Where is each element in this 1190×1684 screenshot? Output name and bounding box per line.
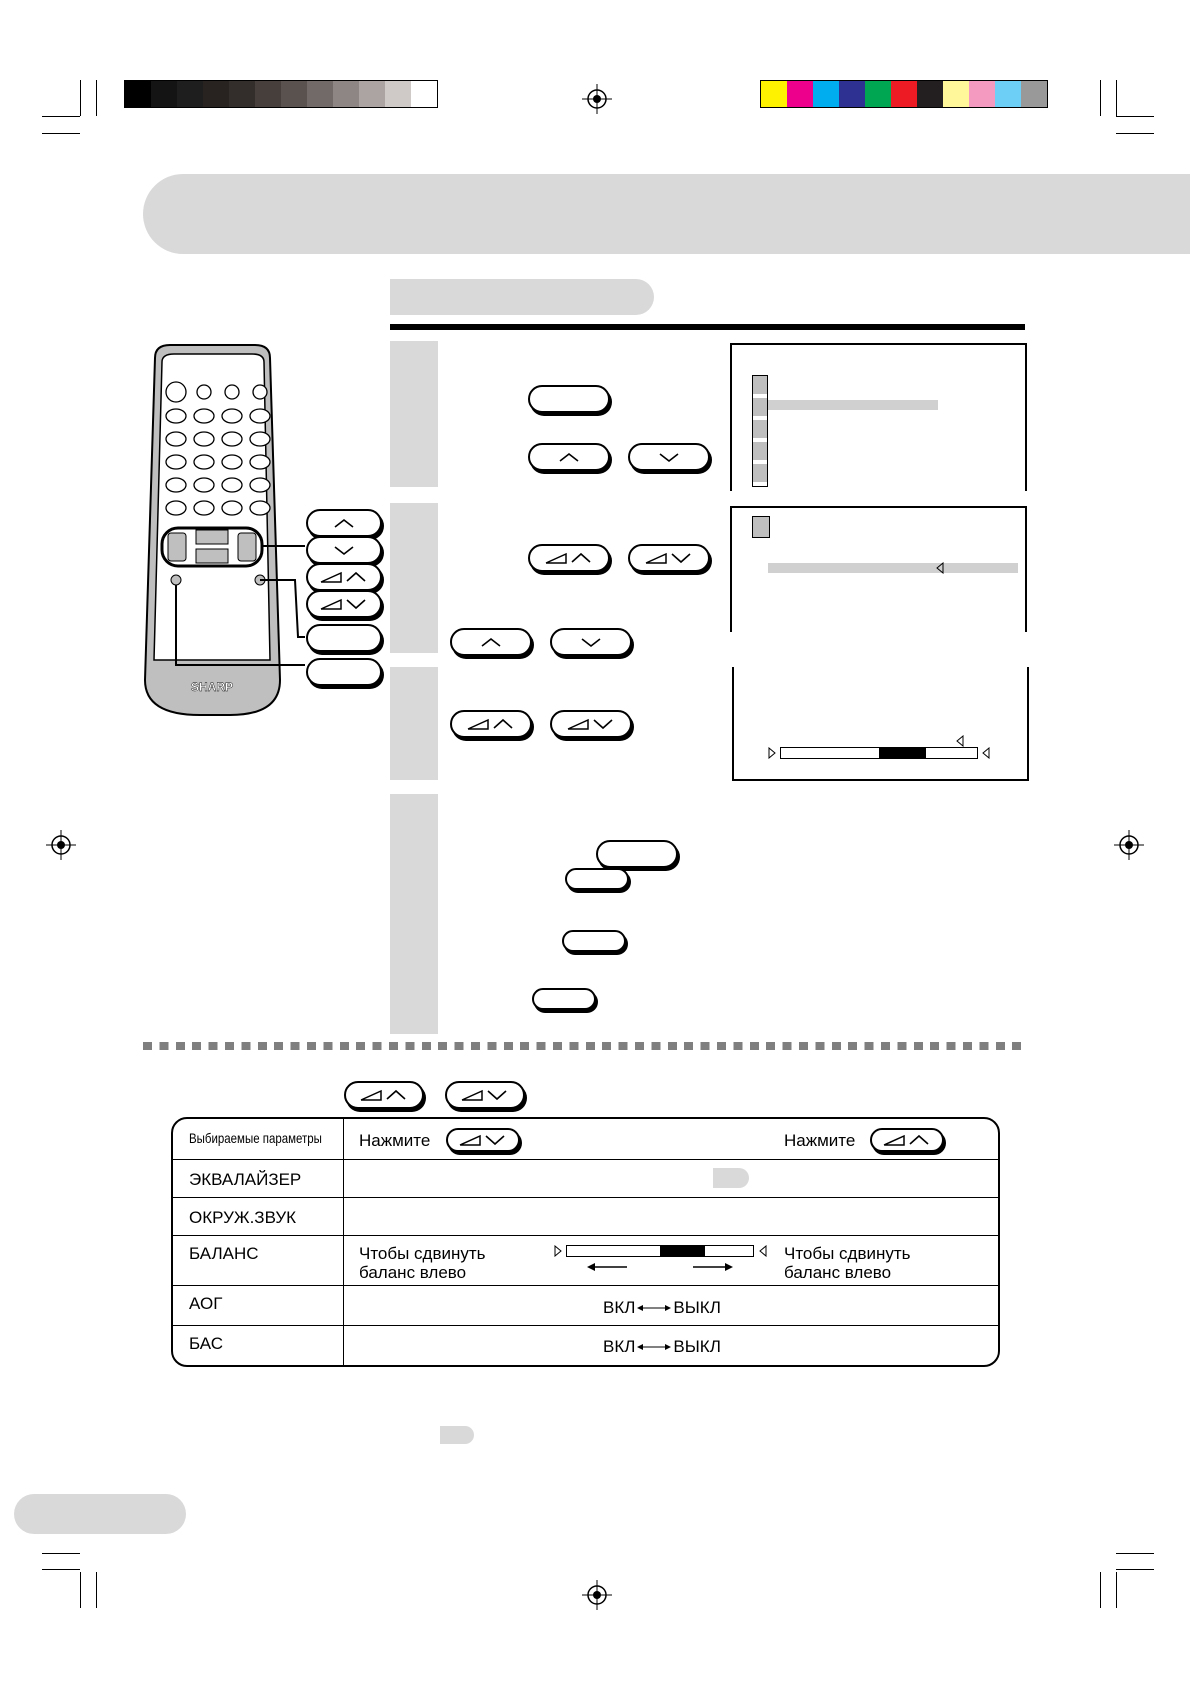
row-name: АОГ <box>189 1294 223 1313</box>
step3-volume-up-button[interactable] <box>450 710 532 738</box>
toggle-on-off <box>603 1298 721 1318</box>
chevron-down-icon <box>579 636 603 648</box>
toggle-on-label: ВКЛ <box>603 1298 636 1317</box>
table-row <box>173 1285 998 1326</box>
calibration-swatch <box>891 81 917 107</box>
table-volume-down-button[interactable] <box>445 1081 525 1109</box>
calibration-swatch <box>203 81 229 107</box>
calibration-swatch <box>943 81 969 107</box>
step2-up-button[interactable] <box>450 628 532 656</box>
step-2-bar <box>390 503 438 653</box>
balance-indicator <box>660 1246 705 1256</box>
step2-volume-down-button[interactable] <box>628 544 710 572</box>
menu-highlight <box>768 400 938 410</box>
balance-indicator <box>879 748 926 758</box>
calibration-swatch <box>411 81 437 107</box>
calibration-swatch <box>917 81 943 107</box>
balance-left-text-2: баланс влево <box>359 1263 467 1282</box>
menu-screen-2 <box>730 506 1027 632</box>
calibration-swatch <box>125 81 151 107</box>
calibration-swatch <box>787 81 813 107</box>
header-volume-down-button <box>446 1128 520 1152</box>
page-ref-badge <box>440 1426 474 1444</box>
registration-mark-icon <box>1114 830 1144 860</box>
table-row <box>173 1235 998 1286</box>
chevron-up-icon <box>557 451 581 463</box>
menu-button[interactable] <box>306 624 382 652</box>
calibration-swatch <box>865 81 891 107</box>
speaker-right-icon <box>982 747 990 759</box>
step1-menu-button[interactable] <box>528 385 610 413</box>
toggle-on-label: ВКЛ <box>603 1337 636 1356</box>
volume-up-icon <box>359 1088 409 1102</box>
registration-mark-icon <box>582 1580 612 1610</box>
volume-down-icon <box>644 551 694 565</box>
volume-up-icon <box>882 1133 932 1147</box>
calibration-swatch <box>151 81 177 107</box>
step-3-bar <box>390 667 438 780</box>
step-1-bar <box>390 341 438 487</box>
step1-down-button[interactable] <box>628 443 710 471</box>
toggle-on-off <box>603 1337 721 1357</box>
page-number-band <box>14 1494 186 1534</box>
balance-right-text-1: Чтобы сдвинуть <box>784 1244 911 1263</box>
double-arrow-icon <box>637 1303 671 1313</box>
balance-track <box>566 1245 754 1257</box>
sound-settings-table <box>171 1117 1000 1367</box>
remote-brand-label: SHARP <box>190 680 234 694</box>
calibration-swatch <box>359 81 385 107</box>
chevron-up-icon <box>332 517 356 529</box>
double-arrow-icon <box>637 1342 671 1352</box>
step2-volume-up-button[interactable] <box>528 544 610 572</box>
speaker-right-icon <box>759 1245 767 1257</box>
calibration-swatch <box>307 81 333 107</box>
channel-up-button[interactable] <box>306 509 382 537</box>
table-header-press-left: Нажмите <box>359 1131 431 1150</box>
speaker-icon <box>956 735 964 747</box>
volume-up-icon <box>544 551 594 565</box>
step4-small-button-2[interactable] <box>562 930 626 952</box>
registration-mark-icon <box>46 830 76 860</box>
sound-menu-icon <box>752 516 770 538</box>
grayscale-calibration-bar <box>124 80 438 108</box>
volume-down-icon <box>458 1133 508 1147</box>
calibration-swatch <box>281 81 307 107</box>
chevron-up-icon <box>479 636 503 648</box>
step-4-bar <box>390 794 438 1034</box>
table-row <box>173 1197 998 1236</box>
balance-track <box>780 747 978 759</box>
volume-down-icon <box>460 1088 510 1102</box>
table-row <box>173 1159 998 1198</box>
arrow-left-icon <box>587 1262 627 1272</box>
step4-end-button[interactable] <box>532 988 596 1010</box>
calibration-swatch <box>177 81 203 107</box>
header-volume-up-button <box>870 1128 944 1152</box>
row-name: БАЛАНС <box>189 1244 259 1263</box>
table-volume-up-button[interactable] <box>344 1081 424 1109</box>
section-title-band <box>390 279 654 315</box>
calibration-swatch <box>839 81 865 107</box>
menu-screen-1 <box>730 343 1027 491</box>
step2-down-button[interactable] <box>550 628 632 656</box>
volume-down-icon <box>566 717 616 731</box>
calibration-swatch <box>813 81 839 107</box>
calibration-swatch <box>255 81 281 107</box>
balance-screen <box>732 667 1029 781</box>
speaker-icon <box>936 562 944 574</box>
calibration-swatch <box>385 81 411 107</box>
toggle-off-label: ВЫКЛ <box>673 1298 721 1317</box>
row-name: ОКРУЖ.ЗВУК <box>189 1208 297 1227</box>
end-button[interactable] <box>306 658 382 686</box>
channel-down-button[interactable] <box>306 536 382 564</box>
table-header-param: Выбираемые параметры <box>189 1130 322 1146</box>
volume-up-button[interactable] <box>306 563 382 591</box>
toggle-off-label: ВЫКЛ <box>673 1337 721 1356</box>
balance-left-text-1: Чтобы сдвинуть <box>359 1244 486 1263</box>
calibration-swatch <box>1021 81 1047 107</box>
volume-up-icon <box>319 570 369 584</box>
calibration-swatch <box>333 81 359 107</box>
color-calibration-bar <box>760 80 1048 108</box>
speaker-left-icon <box>554 1245 562 1257</box>
arrow-right-icon <box>693 1262 733 1272</box>
page-ref-badge <box>713 1168 749 1188</box>
balance-right-text-2: баланс влево <box>784 1263 892 1282</box>
table-header-press-right: Нажмите <box>784 1131 856 1150</box>
volume-down-icon <box>319 597 369 611</box>
step4-small-button[interactable] <box>565 868 629 890</box>
calibration-swatch <box>995 81 1021 107</box>
calibration-swatch <box>229 81 255 107</box>
menu-highlight <box>768 563 1018 573</box>
chevron-down-icon <box>332 544 356 556</box>
step4-menu-button[interactable] <box>596 840 678 868</box>
speaker-left-icon <box>768 747 776 759</box>
chevron-down-icon <box>657 451 681 463</box>
row-name: БАС <box>189 1334 224 1353</box>
calibration-swatch <box>761 81 787 107</box>
menu-icons-column <box>752 375 768 487</box>
step3-volume-down-button[interactable] <box>550 710 632 738</box>
registration-mark-icon <box>582 84 612 114</box>
page-title-band <box>143 174 1190 254</box>
calibration-swatch <box>969 81 995 107</box>
row-name: ЭКВАЛАЙЗЕР <box>189 1170 302 1189</box>
volume-down-button[interactable] <box>306 590 382 618</box>
step1-up-button[interactable] <box>528 443 610 471</box>
volume-up-icon <box>466 717 516 731</box>
section-rule <box>390 324 1025 330</box>
table-row <box>173 1325 998 1366</box>
dotted-separator <box>143 1042 1028 1050</box>
